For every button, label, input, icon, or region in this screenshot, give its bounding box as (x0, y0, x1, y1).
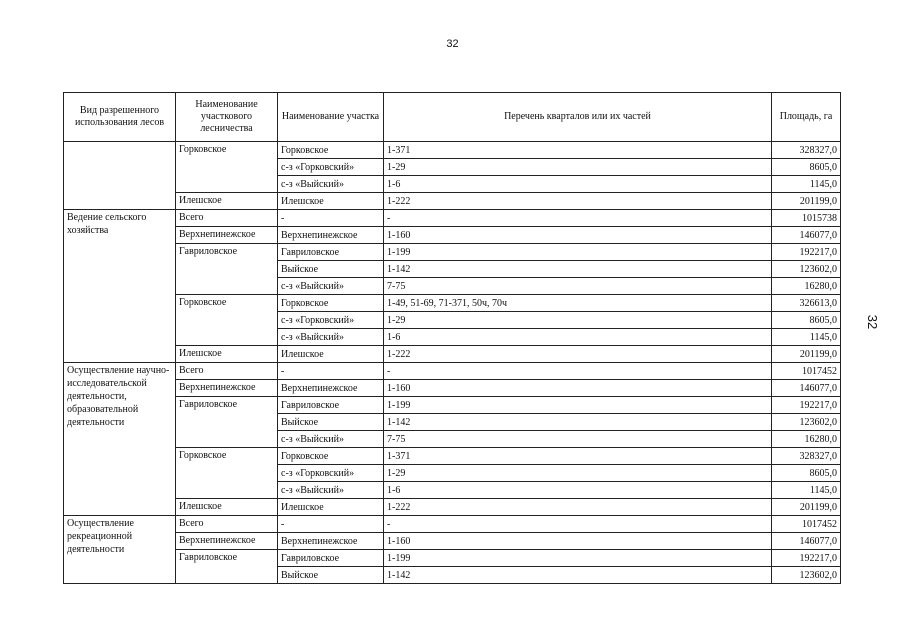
cell-site: Илешское (278, 193, 384, 210)
cell-area: 123602,0 (772, 261, 841, 278)
cell-forestry: Горковское (176, 142, 278, 193)
cell-area: 8605,0 (772, 465, 841, 482)
cell-quarters: - (384, 363, 772, 380)
cell-quarters: 1-142 (384, 261, 772, 278)
cell-site: - (278, 516, 384, 533)
cell-area: 201199,0 (772, 499, 841, 516)
cell-area: 1145,0 (772, 329, 841, 346)
cell-quarters: 1-29 (384, 159, 772, 176)
cell-forestry: Гавриловское (176, 397, 278, 448)
cell-area: 201199,0 (772, 193, 841, 210)
cell-use-type: Осуществление научно-исследовательской деятельности, образовательной деятельности (64, 363, 176, 516)
cell-area: 1017452 (772, 363, 841, 380)
table-row (64, 193, 841, 210)
cell-site: с-з «Выйский» (278, 278, 384, 295)
table-row (64, 295, 841, 312)
cell-site: с-з «Выйский» (278, 329, 384, 346)
cell-quarters: 1-371 (384, 142, 772, 159)
table-row (64, 448, 841, 465)
cell-quarters: 1-49, 51-69, 71-371, 50ч, 70ч (384, 295, 772, 312)
header-site: Наименование участка (278, 93, 384, 142)
table-row (64, 499, 841, 516)
table-row (64, 244, 841, 261)
cell-quarters: 1-222 (384, 499, 772, 516)
cell-quarters: 1-6 (384, 176, 772, 193)
cell-site: с-з «Горковский» (278, 312, 384, 329)
header-area: Площадь, га (772, 93, 841, 142)
cell-area: 8605,0 (772, 159, 841, 176)
cell-area: 1145,0 (772, 482, 841, 499)
cell-area: 123602,0 (772, 414, 841, 431)
cell-site: Горковское (278, 142, 384, 159)
cell-site: Выйское (278, 261, 384, 278)
cell-quarters: 1-29 (384, 465, 772, 482)
cell-site: - (278, 210, 384, 227)
cell-site: с-з «Выйский» (278, 176, 384, 193)
cell-quarters: 1-371 (384, 448, 772, 465)
cell-forestry: Всего (176, 516, 278, 533)
cell-area: 1145,0 (772, 176, 841, 193)
cell-quarters: 7-75 (384, 278, 772, 295)
cell-forestry: Верхнепинежское (176, 380, 278, 397)
cell-site: Горковское (278, 448, 384, 465)
cell-forestry: Илешское (176, 193, 278, 210)
table-row (64, 397, 841, 414)
cell-site: - (278, 363, 384, 380)
cell-forestry: Илешское (176, 499, 278, 516)
cell-area: 16280,0 (772, 278, 841, 295)
header-forestry: Наименование участкового лесничества (176, 93, 278, 142)
cell-quarters: 1-199 (384, 550, 772, 567)
cell-area: 1017452 (772, 516, 841, 533)
table-row (64, 380, 841, 397)
header-quarters: Перечень кварталов или их частей (384, 93, 772, 142)
table-header-row (64, 93, 841, 142)
cell-quarters: 1-160 (384, 227, 772, 244)
cell-area: 192217,0 (772, 244, 841, 261)
table-row (64, 142, 841, 159)
cell-site: Верхнепинежское (278, 380, 384, 397)
cell-quarters: 1-222 (384, 193, 772, 210)
cell-quarters: 1-6 (384, 482, 772, 499)
cell-area: 1015738 (772, 210, 841, 227)
cell-area: 146077,0 (772, 227, 841, 244)
table-row (64, 346, 841, 363)
table-body (64, 142, 841, 584)
cell-site: Гавриловское (278, 244, 384, 261)
cell-area: 192217,0 (772, 550, 841, 567)
cell-area: 146077,0 (772, 380, 841, 397)
cell-forestry: Гавриловское (176, 550, 278, 584)
cell-quarters: 1-160 (384, 380, 772, 397)
cell-use-type: Осуществление рекреационной деятельности (64, 516, 176, 584)
cell-quarters: 1-160 (384, 533, 772, 550)
cell-site: Илешское (278, 346, 384, 363)
cell-site: с-з «Выйский» (278, 482, 384, 499)
cell-site: Выйское (278, 414, 384, 431)
cell-area: 16280,0 (772, 431, 841, 448)
cell-site: Гавриловское (278, 397, 384, 414)
cell-area: 328327,0 (772, 448, 841, 465)
cell-site: Верхнепинежское (278, 227, 384, 244)
cell-area: 328327,0 (772, 142, 841, 159)
cell-area: 201199,0 (772, 346, 841, 363)
cell-site: Илешское (278, 499, 384, 516)
cell-forestry: Горковское (176, 448, 278, 499)
table-row (64, 516, 841, 533)
cell-forestry: Верхнепинежское (176, 533, 278, 550)
cell-forestry: Всего (176, 210, 278, 227)
cell-quarters: 7-75 (384, 431, 772, 448)
cell-forestry: Горковское (176, 295, 278, 346)
cell-quarters: - (384, 516, 772, 533)
table-row (64, 210, 841, 227)
cell-quarters: 1-29 (384, 312, 772, 329)
cell-quarters: 1-199 (384, 244, 772, 261)
cell-area: 8605,0 (772, 312, 841, 329)
cell-quarters: 1-6 (384, 329, 772, 346)
cell-site: Горковское (278, 295, 384, 312)
cell-quarters: 1-142 (384, 567, 772, 584)
header-use-type: Вид разрешенного использования лесов (64, 93, 176, 142)
table-row (64, 363, 841, 380)
cell-forestry: Илешское (176, 346, 278, 363)
cell-forestry: Гавриловское (176, 244, 278, 295)
table-row (64, 550, 841, 567)
cell-quarters: 1-199 (384, 397, 772, 414)
cell-quarters: 1-142 (384, 414, 772, 431)
page-number-side: 32 (865, 314, 880, 330)
cell-area: 146077,0 (772, 533, 841, 550)
cell-site: с-з «Выйский» (278, 431, 384, 448)
cell-site: Верхнепинежское (278, 533, 384, 550)
cell-quarters: - (384, 210, 772, 227)
cell-site: Гавриловское (278, 550, 384, 567)
cell-area: 123602,0 (772, 567, 841, 584)
cell-site: с-з «Горковский» (278, 159, 384, 176)
cell-forestry: Всего (176, 363, 278, 380)
cell-area: 326613,0 (772, 295, 841, 312)
cell-area: 192217,0 (772, 397, 841, 414)
forest-use-table (63, 92, 841, 584)
cell-quarters: 1-222 (384, 346, 772, 363)
table-row (64, 533, 841, 550)
cell-site: Выйское (278, 567, 384, 584)
page-number-top: 32 (446, 38, 459, 50)
cell-site: с-з «Горковский» (278, 465, 384, 482)
cell-use-type (64, 142, 176, 210)
table-row (64, 227, 841, 244)
cell-forestry: Верхнепинежское (176, 227, 278, 244)
cell-use-type: Ведение сельского хозяйства (64, 210, 176, 363)
